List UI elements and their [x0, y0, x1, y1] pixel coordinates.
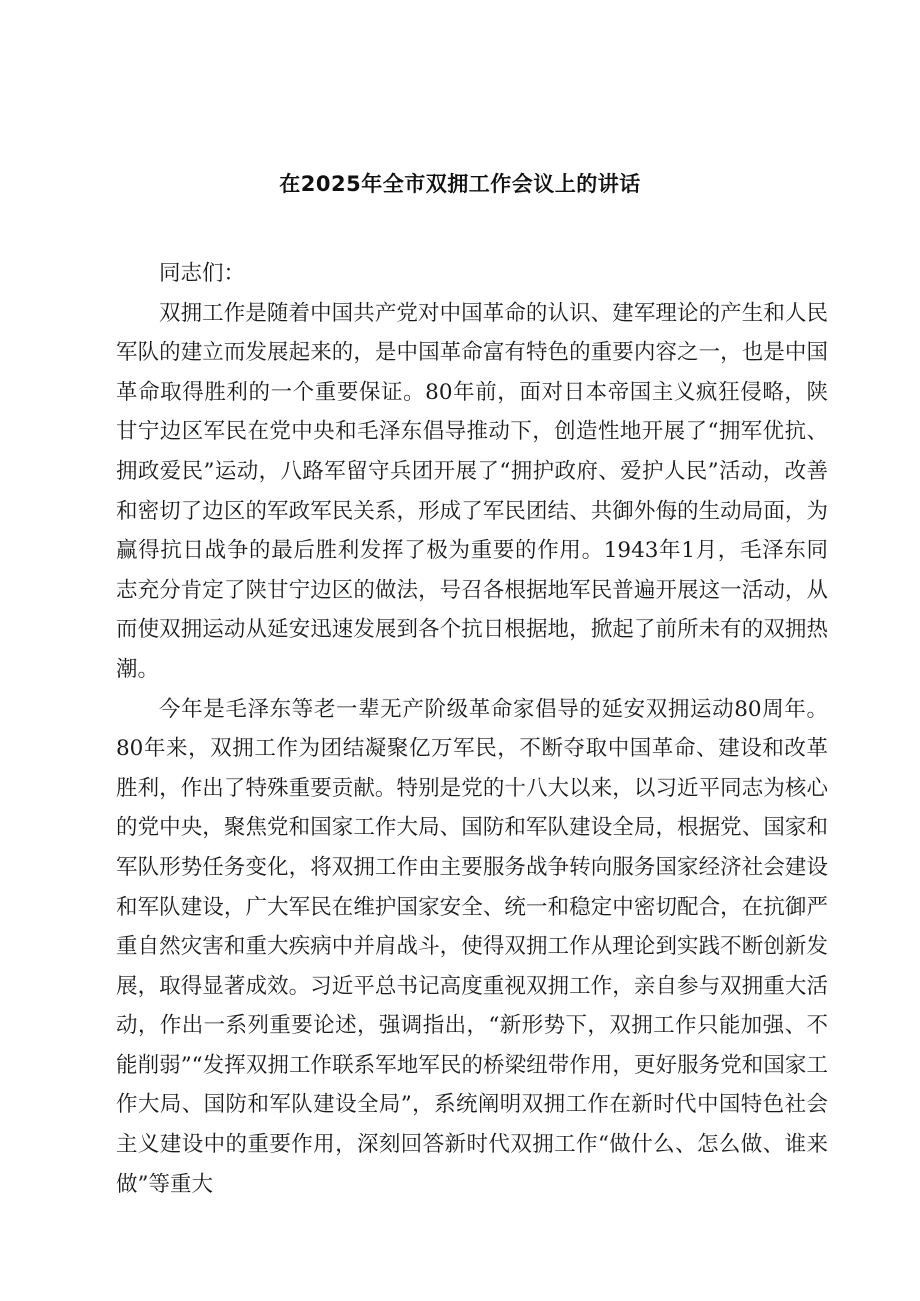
document-body: [116, 254, 828, 1204]
document-title: 在2025年全市双拥工作会议上的讲话: [279, 172, 641, 196]
paragraph-1: 双拥工作是随着中国共产党对中国革命的认识、建军理论的产生和人民军队的建立而发展起来的，是中国革命富有特色的重要内容之一，也是中国革命取得胜利的一个重要保证。80年前，面对日本帝国主义疯狂侵略，陕甘宁边区军民在党中央和毛泽东倡导推动下，创造性地开展了“拥军优抗、拥政爱民”运动，八路军留守兵团开展了“拥护政府、爱护人民”活动，改善和密切了边区的军政军民关系，形成了军民团结、共御外侮的生动局面，为赢得抗日战争的最后胜利发挥了极为重要的作用。1943年1月，毛泽东同志充分肯定了陕甘宁边区的做法，号召各根据地军民普遍开展这一活动，从而使双拥运动从延安迅速发展到各个抗日根据地，掀起了前所未有的双拥热潮。: [116, 300, 828, 682]
salutation: 同志们：: [159, 261, 246, 286]
paragraph-2: 今年是毛泽东等老一辈无产阶级革命家倡导的延安双拥运动80周年。80年来，双拥工作为团结凝聚亿万军民，不断夺取中国革命、建设和改革胜利，作出了特殊重要贡献。特别是党的十八大以来，以习近平同志为核心的党中央，聚焦党和国家工作大局、国防和军队建设全局，根据党、国家和军队形势任务变化，将双拥工作由主要服务战争转向服务国家经济社会建设和军队建设，广大军民在维护国家安全、统一和稳定中密切配合，在抗御严重自然灾害和重大疾病中并肩战斗，使得双拥工作从理论到实践不断创新发展，取得显著成效。习近平总书记高度重视双拥工作，亲自参与双拥重大活动，作出一系列重要论述，强调指出，“新形势下，双拥工作只能加强、不能削弱”“发挥双拥工作联系军地军民的桥梁纽带作用，更好服务党和国家工作大局、国防和军队建设全局”，系统阐明双拥工作在新时代中国特色社会主义建设中的重要作用，深刻回答新时代双拥工作“做什么、怎么做、谁来做”等重大: [116, 696, 828, 1197]
